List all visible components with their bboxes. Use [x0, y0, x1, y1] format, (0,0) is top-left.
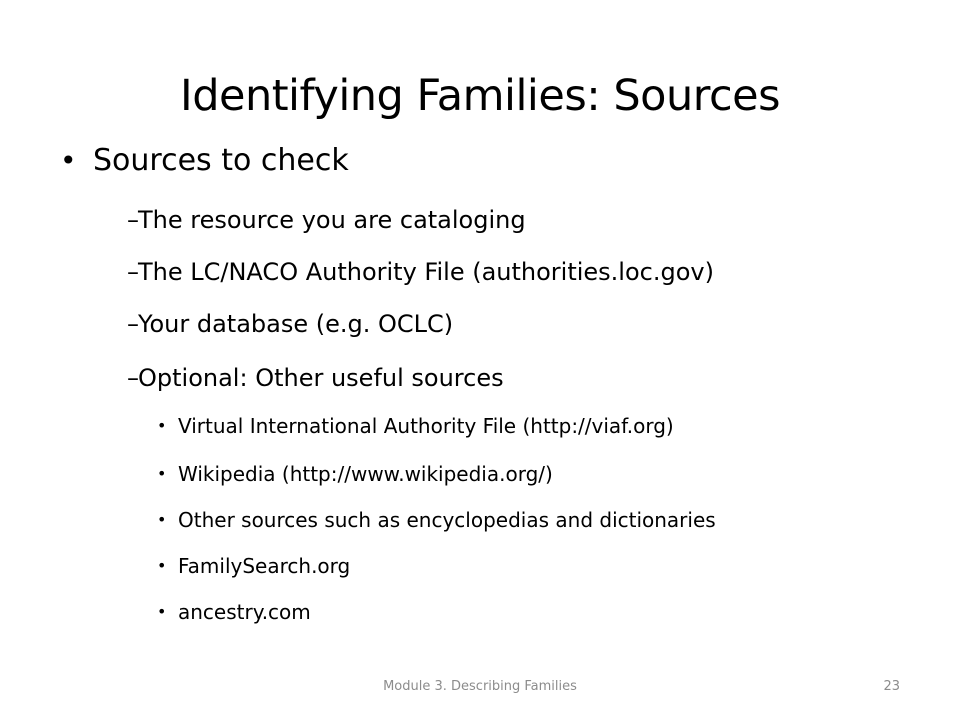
bullet-text: Sources to check — [93, 143, 349, 178]
sub-bullet-text: Your database (e.g. OCLC) — [138, 310, 454, 338]
source-item-text: Other sources such as encyclopedias and dictionaries — [178, 508, 716, 532]
bullet-marker: • — [157, 602, 167, 621]
bullet-marker: • — [157, 510, 167, 529]
source-item-text: FamilySearch.org — [178, 554, 351, 578]
slide-title: Identifying Families: Sources — [180, 71, 780, 121]
dash-marker: – — [127, 364, 139, 392]
bullet-marker: • — [60, 144, 77, 177]
sub-bullet-text: Optional: Other useful sources — [138, 364, 504, 392]
sub-bullet-text: The resource you are cataloging — [138, 206, 526, 234]
bullet-marker: • — [157, 416, 167, 435]
sub-bullet-text: The LC/NACO Authority File (authorities.loc.gov) — [138, 258, 714, 286]
dash-marker: – — [127, 258, 139, 286]
source-item-text: Wikipedia (http://www.wikipedia.org/) — [178, 462, 553, 486]
slide-footer: Module 3. Describing Families — [383, 679, 577, 694]
bullet-marker: • — [157, 464, 167, 483]
dash-marker: – — [127, 206, 139, 234]
dash-marker: – — [127, 310, 139, 338]
source-item-text: ancestry.com — [178, 600, 311, 624]
page-number: 23 — [883, 679, 900, 694]
source-item-text: Virtual International Authority File (http://viaf.org) — [178, 414, 674, 438]
bullet-marker: • — [157, 556, 167, 575]
